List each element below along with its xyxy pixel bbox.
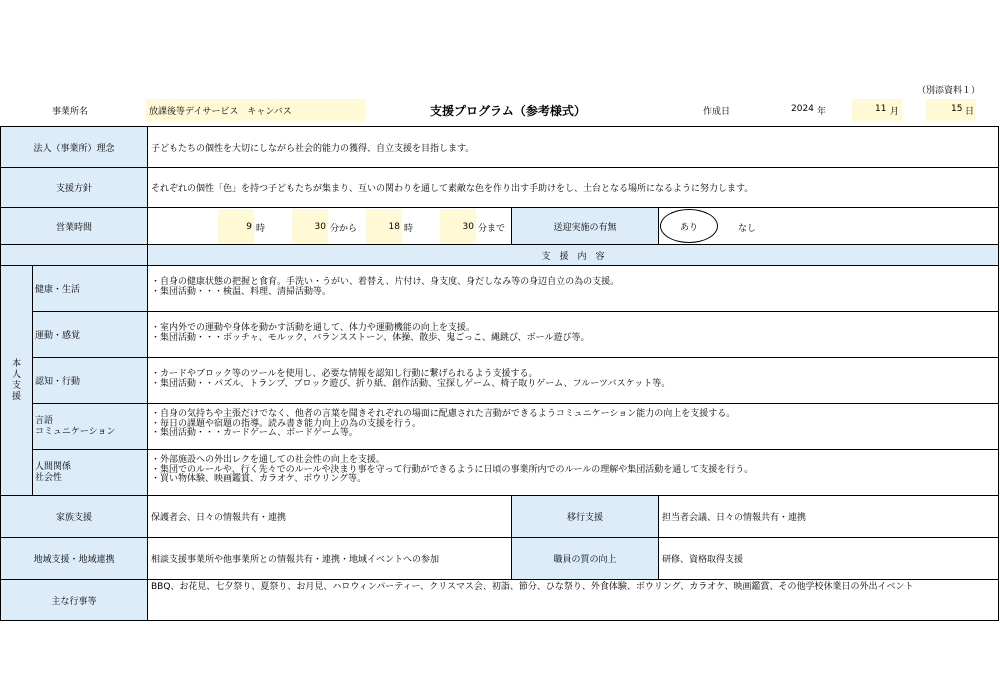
office-name: 放課後等デイサービス キャンバス <box>146 99 365 121</box>
office-label: 事業所名 <box>52 107 89 117</box>
transport-no: なし <box>738 224 757 234</box>
support-lines-social <box>151 456 753 485</box>
support-lines-motor <box>151 324 589 343</box>
community-label: 地域支援・地域連携 <box>1 538 148 580</box>
hour-unit-2: 時 <box>404 224 414 234</box>
support-lines-cognition <box>151 370 670 389</box>
month-value: 11 <box>875 104 887 114</box>
support-label-health: 健康・生活 <box>33 266 148 312</box>
list-item: ・カードやブロック等のツールを使用し、必要な情報を認知し行動に繋げられるよう支援する。 <box>151 369 538 379</box>
self-support-char: 本 <box>11 358 21 369</box>
philosophy-text: 子どもたちの個性を大切にしながら社会的能力の獲得、自立支援を目指します。 <box>148 127 999 168</box>
list-item: ・集団でのルールや、行く先々でのルールや決まり事を守って行動ができるように日頃の事業所内でのルールの理解や集団活動を通して支援を行う。 <box>151 464 754 475</box>
transport-yes-selected: あり <box>660 209 718 243</box>
support-lines-health <box>151 278 619 297</box>
self-support-char: 支 <box>11 380 21 391</box>
list-item: ・自身の気持ちや主張だけでなく、他者の言葉を聞きそれぞれの場面に配慮された言動ができるようコミュニケーション能力の向上を支援する。 <box>151 409 736 419</box>
list-item: ・集団活動・・・ボッチャ、モルック、バランスストーン、体操、散歩、鬼ごっこ、縄跳び、ボール遊び等。 <box>151 332 590 343</box>
day-value: 15 <box>951 104 963 114</box>
transition-label: 移行支援 <box>512 496 659 538</box>
list-item: ・集団活動・・パズル、トランプ、ブロック遊び、折り紙、創作活動、宝探しゲーム、椅子取りゲーム、フルーツバスケット等。 <box>151 378 671 389</box>
self-support-char: 人 <box>11 369 21 380</box>
hours-label: 営業時間 <box>1 208 148 245</box>
support-header-spacer <box>1 245 148 266</box>
staff-label: 職員の質の向上 <box>512 538 659 580</box>
transition-text: 担当者会議、日々の情報共有・連携 <box>659 496 999 538</box>
family-text: 保護者会、日々の情報共有・連携 <box>148 496 512 538</box>
support-label-motor: 運動・感覚 <box>33 312 148 358</box>
events-cell <box>148 580 999 621</box>
year-unit: 年 <box>817 107 827 117</box>
support-label-cognition: 認知・行動 <box>33 358 148 404</box>
date-label: 作成日 <box>703 107 731 117</box>
philosophy-label: 法人（事業所）理念 <box>1 127 148 168</box>
year-value: 2024 <box>791 104 814 114</box>
support-header: 支 援 内 容 <box>148 245 999 266</box>
start-hour: 9 <box>218 209 254 244</box>
self-support-label <box>1 266 33 496</box>
support-label-communication: 言語 コミュニケーション <box>33 404 148 450</box>
staff-text: 研修、資格取得支援 <box>659 538 999 580</box>
community-text: 相談支援事業所や他事業所との情報共有・連携・地域イベントへの参加 <box>148 538 512 580</box>
minute-unit-2: 分まで <box>478 224 506 234</box>
policy-text: それぞれの個性「色」を持つ子どもたちが集まり、互いの関わりを通して素敵な色を作り出す手助けをし、土台となる場所になるように努力します。 <box>148 168 999 208</box>
list-item: ・室内外での運動や身体を動かす活動を通して、体力や運動機能の向上を支援。 <box>151 323 475 333</box>
policy-label: 支援方針 <box>1 168 148 208</box>
list-item: ・外部施設への外出レクを通しての社会性の向上を支援。 <box>151 455 385 465</box>
end-hour: 18 <box>366 209 402 244</box>
events-label: 主な行事等 <box>1 580 148 621</box>
transport-label: 送迎実施の有無 <box>512 208 659 245</box>
minute-unit-1: 分から <box>330 224 358 234</box>
events-text: BBQ、お花見、七夕祭り、夏祭り、お月見、ハロウィンパーティー、クリスマス会、初詣、節分、ひな祭り、外食体験、ボウリング、カラオケ、映画鑑賞、その他学校休業日の外出イベント <box>151 582 914 592</box>
reference-note: （別添資料１） <box>917 86 981 96</box>
list-item: ・買い物体験、映画鑑賞、カラオケ、ボウリング等。 <box>151 474 367 484</box>
list-item: ・集団活動・・・検温、料理、清掃活動等。 <box>151 286 332 297</box>
day-unit: 日 <box>965 107 975 117</box>
self-support-char: 援 <box>11 391 21 402</box>
list-item: ・集団活動・・・カードゲーム、ボードゲーム等。 <box>151 428 358 438</box>
end-minute: 30 <box>440 209 476 244</box>
family-label: 家族支援 <box>1 496 148 538</box>
list-item: ・毎日の課題や宿題の指導。読み書き能力向上の為の支援を行う。 <box>151 418 422 429</box>
month-unit: 月 <box>890 107 900 117</box>
hour-unit-1: 時 <box>256 224 266 234</box>
support-lines-communication <box>151 410 735 439</box>
support-label-social: 人間関係 社会性 <box>33 450 148 496</box>
page-title: 支援プログラム（参考様式） <box>430 104 586 118</box>
list-item: ・自身の健康状態の把握と食育。手洗い・うがい、着替え、片付け、身支度、身だしなみ等の身辺自立の為の支援。 <box>151 277 620 287</box>
start-minute: 30 <box>292 209 328 244</box>
